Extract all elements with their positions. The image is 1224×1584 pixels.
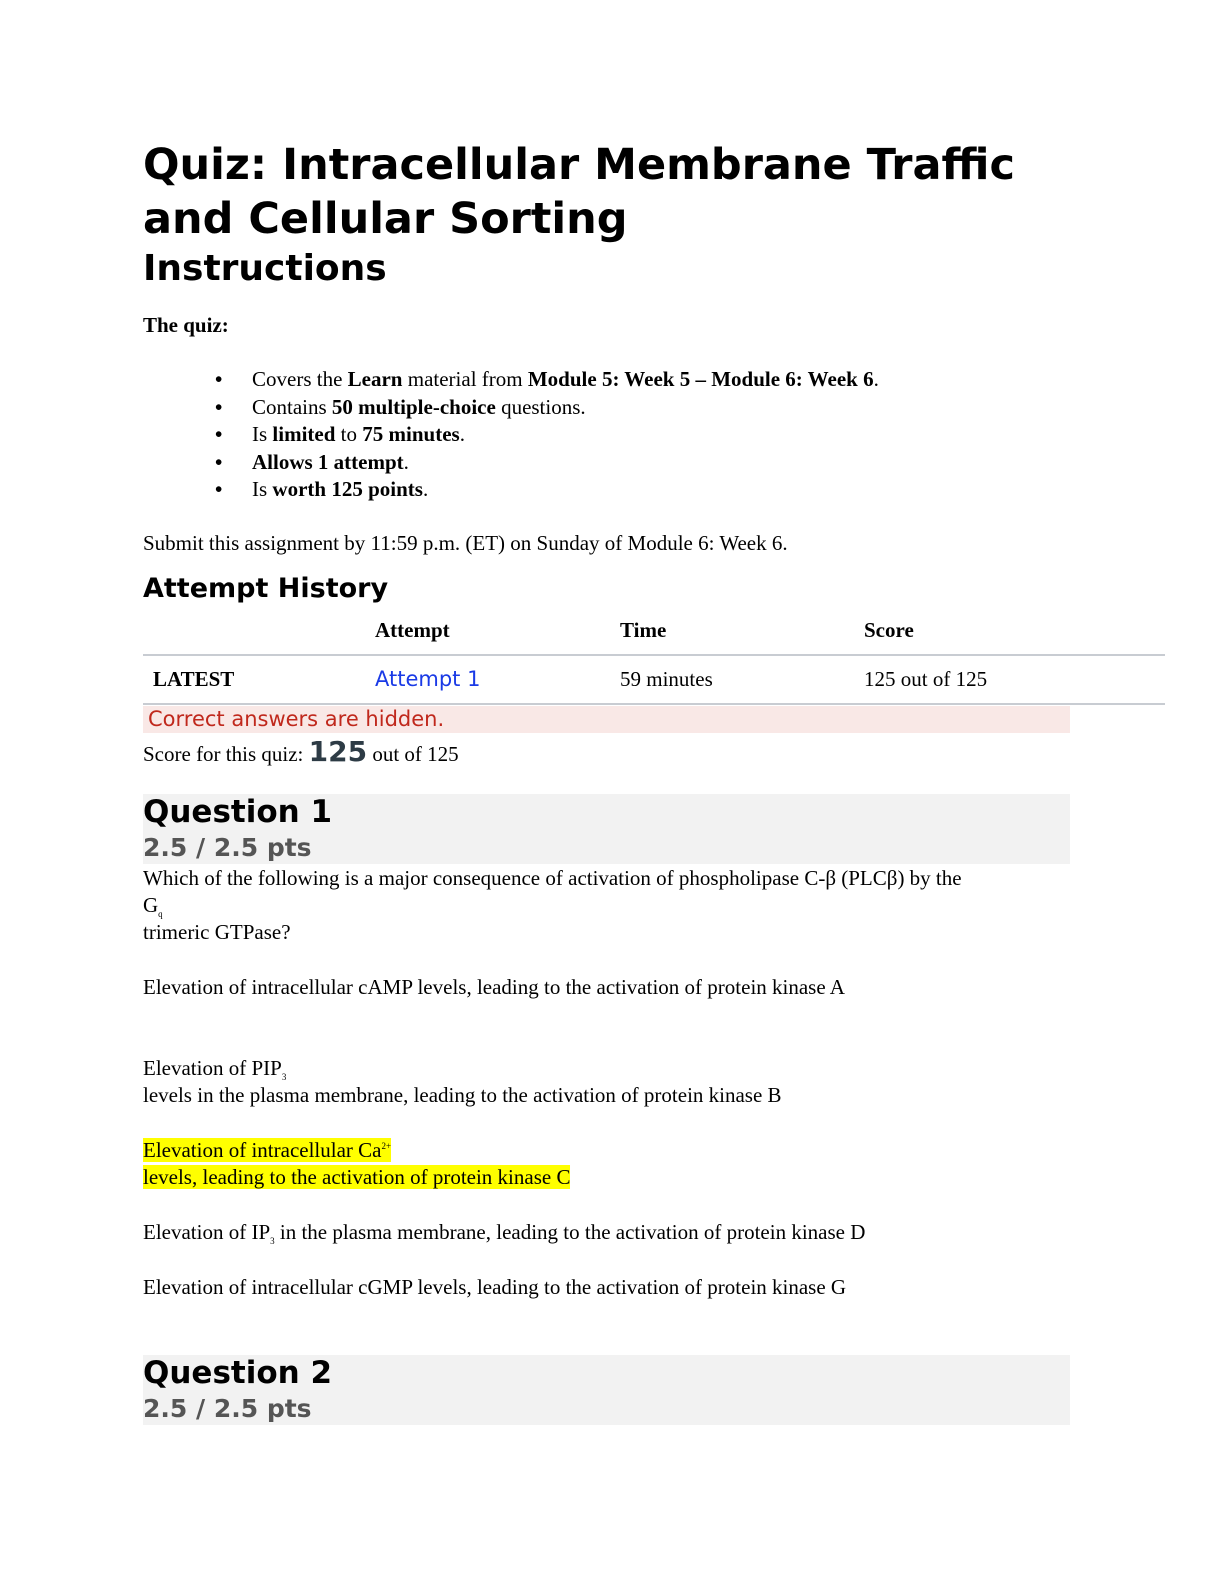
latest-label: LATEST [153,667,235,691]
answer-option-b-cont[interactable]: levels in the plasma membrane, leading to the activation of protein kinase B [143,1083,782,1107]
list-item: • Allows 1 attempt. [215,449,879,477]
attempt-time: 59 minutes [620,667,713,691]
score-value: 125 [308,735,368,768]
bullet-icon: • [215,367,223,391]
table-divider [143,654,1165,656]
attempt-1-link[interactable]: Attempt 1 [375,667,481,691]
question-1-prompt-end: trimeric GTPase? [143,920,291,944]
question-2-title: Question 2 [143,1355,333,1391]
quiz-details-list [215,366,879,504]
bullet-icon: • [215,477,223,501]
list-item: • Is worth 125 points. [215,476,879,504]
page-title: Quiz: Intracellular Membrane Traffic and Cellular Sorting [143,140,1015,244]
list-item: • Is limited to 75 minutes. [215,421,879,449]
question-1-points: 2.5 / 2.5 pts [143,833,312,862]
attempt-history-heading: Attempt History [143,573,389,604]
quiz-intro: The quiz: [143,313,229,337]
question-1-prompt: Which of the following is a major consequence of activation of phospholipase C-β (PLCβ) by the [143,866,962,890]
question-2-points: 2.5 / 2.5 pts [143,1394,312,1423]
answer-option-e[interactable]: Elevation of intracellular cGMP levels, leading to the activation of protein kinase G [143,1275,847,1299]
answer-option-d[interactable]: Elevation of $IP_3$ in the plasma membrane, leading to the activation of protein kinase D [143,1220,866,1247]
answer-option-c-cont[interactable]: levels, leading to the activation of protein kinase C [143,1165,571,1189]
answer-option-b[interactable]: Elevation of $PIP_3$ [143,1056,287,1083]
bullet-icon: • [215,394,223,419]
column-header-time: Time [620,618,667,642]
instructions-heading: Instructions [143,248,387,289]
bullet-icon: • [215,449,223,474]
table-divider [143,703,1165,705]
list-item: • Contains 50 multiple-choice questions. [215,394,879,422]
hidden-answers-text: Correct answers are hidden. [148,707,445,731]
column-header-attempt: Attempt [375,618,450,642]
answer-option-c[interactable]: Elevation of intracellular $Ca^{2+}$ [143,1138,392,1162]
score-summary: Score for this quiz: 125 out of 125 [143,735,459,768]
column-header-score: Score [864,618,914,642]
question-1-prompt-g: $G_q$ [143,893,163,920]
bullet-icon: • [215,422,223,446]
attempt-score: 125 out of 125 [864,667,988,691]
answer-option-a[interactable]: Elevation of intracellular cAMP levels, leading to the activation of protein kinase A [143,975,845,999]
question-1-title: Question 1 [143,794,333,830]
list-item: • Covers the Learn material from Module 5: Week 5 – Module 6: Week 6. [215,366,879,394]
submit-note: Submit this assignment by 11:59 p.m. (ET) on Sunday of Module 6: Week 6. [143,531,788,555]
